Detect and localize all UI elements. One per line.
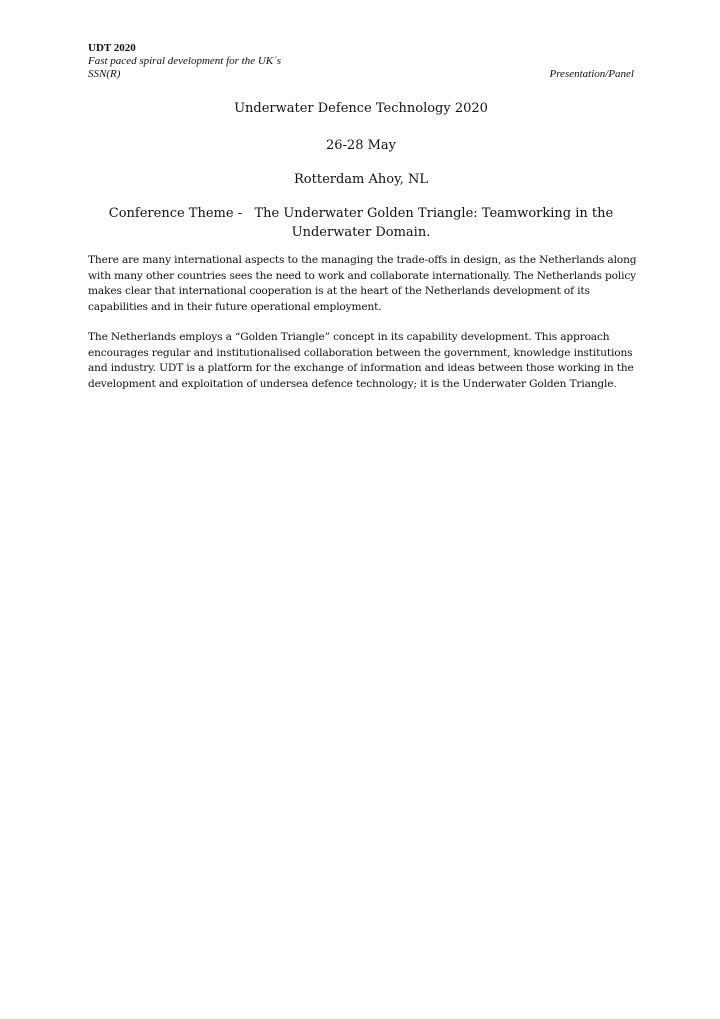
theme-line-2: Underwater Domain.	[291, 225, 431, 240]
conference-theme	[88, 204, 634, 242]
header-row	[88, 68, 634, 81]
event-dates: 26-28 May	[325, 138, 396, 153]
header-paper-title-continued: SSN(R)	[88, 68, 121, 80]
theme-line-1: Conference Theme - The Underwater Golden Triangle: Teamworking in the	[108, 206, 614, 221]
event-title: Underwater Defence Technology 2020	[234, 101, 488, 116]
body-paragraph-international-aspects: There are many international aspects to the managing the trade-offs in design, as the Netherlands along with many other countries sees the need to work and collaborate internationally. The Netherlands policy makes clear that international cooperation is at the heart of the Netherlands development of its capabilities and in their future operational employment.	[88, 254, 637, 313]
header-conference-name: UDT 2020	[88, 42, 136, 54]
running-header	[88, 42, 634, 81]
body-paragraph-golden-triangle: The Netherlands employs a “Golden Triangle” concept in its capability development. This approach encourages regular and institutionalised collaboration between the government, knowledge institutions and industry. UDT is a platform for the exchange of information and ideas between those working in the development and exploitation of undersea defence technology; it is the Underwater Golden Triangle.	[88, 331, 634, 390]
header-session-type: Presentation/Panel	[549, 68, 634, 80]
event-venue: Rotterdam Ahoy, NL	[294, 172, 428, 187]
header-paper-title: Fast paced spiral development for the UK´s	[88, 55, 282, 67]
